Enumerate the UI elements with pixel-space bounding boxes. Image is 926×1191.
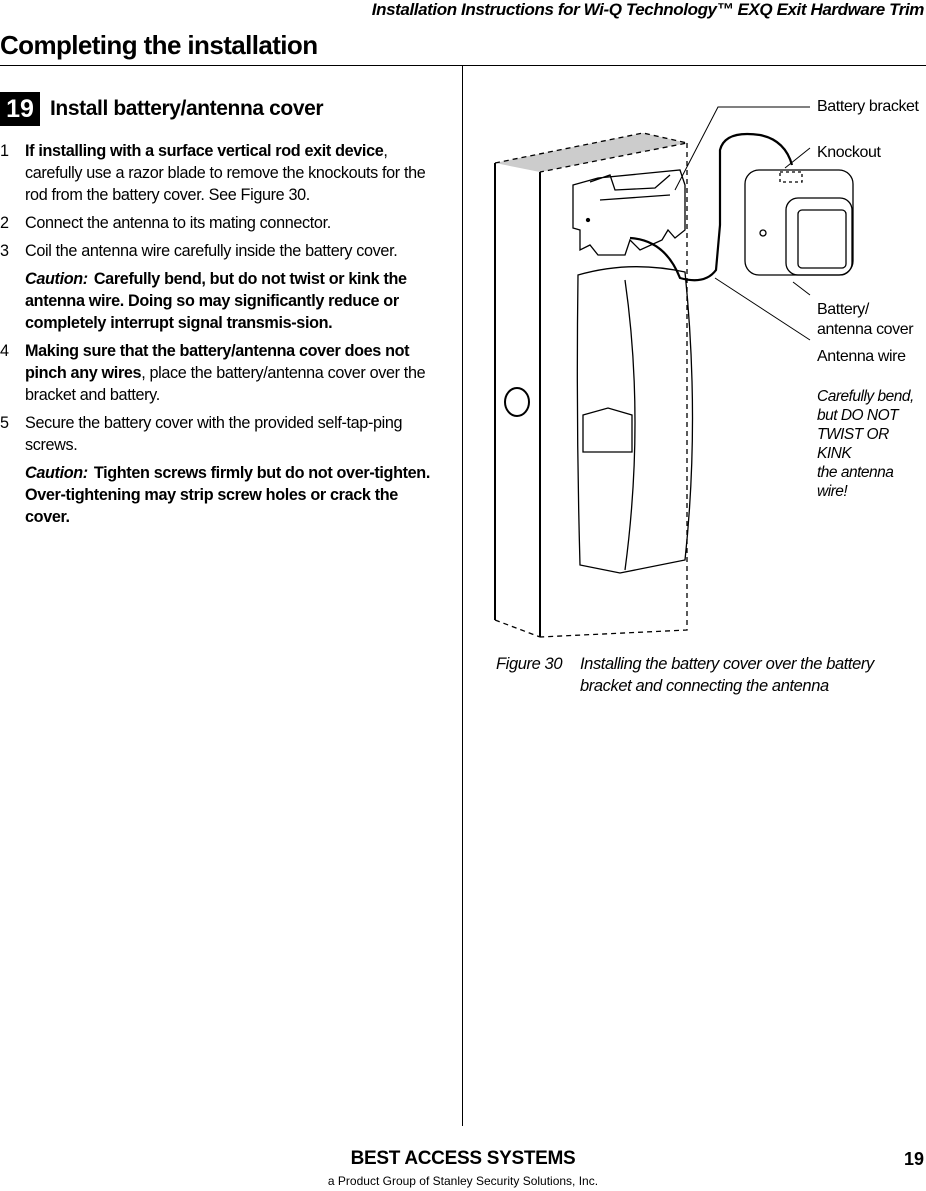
label-antenna-wire: Antenna wire (817, 348, 906, 365)
hole-icon (505, 388, 529, 416)
battery-antenna-cover (745, 170, 853, 275)
item-number: 2 (0, 214, 9, 232)
figure-caption (496, 653, 910, 697)
battery-bracket (573, 170, 685, 255)
caution-note (25, 268, 440, 334)
item-text: Secure the battery cover with the provided self-tap-ping screws. (25, 414, 403, 454)
item-number: 3 (0, 242, 9, 260)
list-item (0, 140, 440, 206)
note-line: Carefully bend, (817, 388, 914, 405)
list-item (0, 212, 440, 234)
step-number-badge: 19 (0, 92, 40, 126)
note-line: TWIST OR KINK (817, 426, 889, 462)
page-number: 19 (903, 1149, 924, 1169)
running-header: Installation Instructions for Wi-Q Technology™ EXQ Exit Hardware Trim (371, 0, 924, 19)
item-bold: If installing with a surface vertical rod exit device (25, 142, 384, 160)
list-item (0, 340, 440, 406)
footer-brand: BEST ACCESS SYSTEMS (350, 1148, 576, 1169)
list-item (0, 240, 440, 262)
label-knockout: Knockout (817, 144, 881, 161)
item-text: Coil the antenna wire carefully inside the battery cover. (25, 242, 398, 260)
item-text: Connect the antenna to its mating connector. (25, 214, 331, 232)
list-item (0, 412, 440, 456)
plate-top-shading (495, 133, 687, 172)
item-number: 4 (0, 342, 9, 360)
step-heading: Install battery/antenna cover (50, 97, 324, 120)
note-line: wire! (817, 483, 848, 500)
mounting-plate-outline-dashed (495, 133, 687, 637)
item-number: 5 (0, 414, 9, 432)
caution-note (25, 462, 440, 528)
mounting-plate (495, 163, 540, 637)
caution-label: Caution: (25, 270, 88, 288)
item-bold: Making sure that the battery/antenna cover does not pinch any wires (25, 342, 410, 382)
note-line: the antenna (817, 464, 894, 481)
item-number: 1 (0, 142, 9, 160)
section-title: Completing the installation (0, 30, 318, 60)
figure-caption-text: Installing the battery cover over the battery bracket and connecting the antenna (580, 655, 874, 695)
item-text: , carefully use a razor blade to remove the knockouts for the rod from the battery cover. See Figure 30. (25, 142, 426, 204)
caution-text: Tighten screws firmly but do not over-tighten. Over-tightening may strip screw holes or crack the cover. (25, 464, 430, 526)
label-cover-line: antenna cover (817, 321, 914, 338)
antenna-wire (630, 134, 792, 280)
instructions (0, 140, 440, 534)
footer-subtitle: a Product Group of Stanley Security Solutions, Inc. (327, 1174, 599, 1188)
caution-text: Carefully bend, but do not twist or kink the antenna wire. Doing so may significantly reduce or completely interrupt signal transmis-sion. (25, 270, 407, 332)
warning-note (817, 387, 926, 501)
battery-cover-housing (577, 267, 692, 573)
label-cover (817, 300, 913, 340)
caution-label: Caution: (25, 464, 88, 482)
column-divider (462, 66, 463, 1126)
item-text: , place the battery/antenna cover over the bracket and battery. (25, 364, 426, 404)
cover-window (583, 408, 632, 452)
note-line: but DO NOT (817, 407, 899, 424)
leader-lines (675, 107, 810, 340)
label-battery-bracket: Battery bracket (817, 98, 919, 115)
figure-number: Figure 30 (496, 655, 563, 673)
installation-illustration (480, 90, 926, 650)
header-rule (0, 65, 926, 66)
label-cover-line: Battery/ (817, 301, 869, 318)
